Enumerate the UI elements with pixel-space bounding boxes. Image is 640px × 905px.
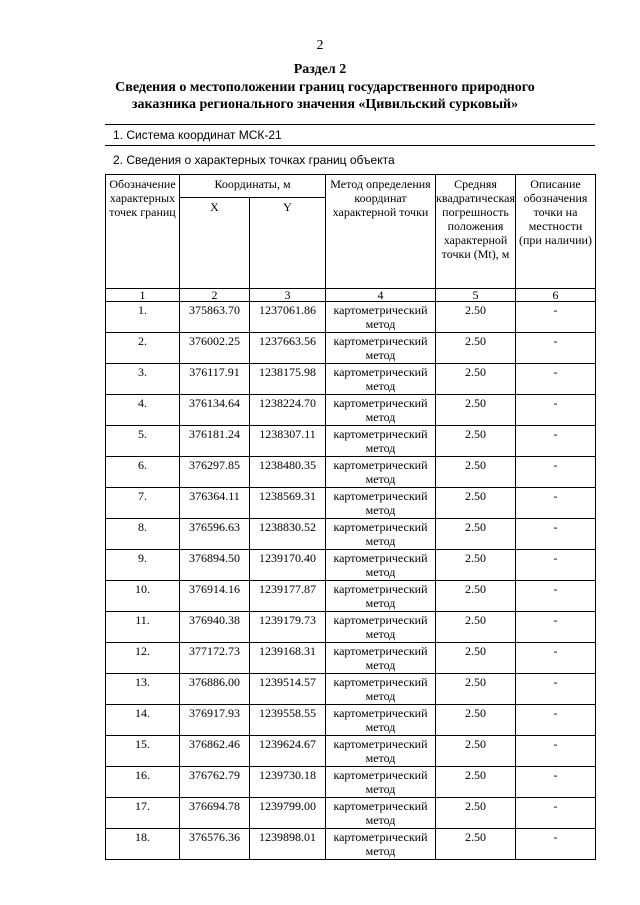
cell-point-number: 17. bbox=[106, 798, 180, 829]
cell-error: 2.50 bbox=[436, 364, 516, 395]
cell-method: картометрический метод bbox=[326, 457, 436, 488]
cell-x: 376862.46 bbox=[180, 736, 250, 767]
cell-description: - bbox=[516, 364, 596, 395]
table-row bbox=[106, 395, 596, 426]
cell-error: 2.50 bbox=[436, 798, 516, 829]
cell-description: - bbox=[516, 767, 596, 798]
cell-point-number: 4. bbox=[106, 395, 180, 426]
table-row bbox=[106, 550, 596, 581]
column-number: 6 bbox=[516, 289, 596, 302]
column-number: 1 bbox=[106, 289, 180, 302]
cell-x: 376914.16 bbox=[180, 581, 250, 612]
column-number: 4 bbox=[326, 289, 436, 302]
cell-y: 1237663.56 bbox=[250, 333, 326, 364]
cell-error: 2.50 bbox=[436, 736, 516, 767]
cell-error: 2.50 bbox=[436, 395, 516, 426]
cell-description: - bbox=[516, 674, 596, 705]
cell-x: 376181.24 bbox=[180, 426, 250, 457]
cell-x: 376917.93 bbox=[180, 705, 250, 736]
cell-method: картометрический метод bbox=[326, 488, 436, 519]
cell-x: 376364.11 bbox=[180, 488, 250, 519]
cell-error: 2.50 bbox=[436, 302, 516, 333]
cell-method: картометрический метод bbox=[326, 581, 436, 612]
cell-method: картометрический метод bbox=[326, 426, 436, 457]
cell-method: картометрический метод bbox=[326, 674, 436, 705]
column-number: 5 bbox=[436, 289, 516, 302]
cell-x: 376576.36 bbox=[180, 829, 250, 860]
cell-error: 2.50 bbox=[436, 674, 516, 705]
table-row bbox=[106, 364, 596, 395]
table-row bbox=[106, 829, 596, 860]
table-row bbox=[106, 767, 596, 798]
cell-point-number: 8. bbox=[106, 519, 180, 550]
header-y: Y bbox=[250, 198, 326, 289]
cell-error: 2.50 bbox=[436, 333, 516, 364]
cell-y: 1239177.87 bbox=[250, 581, 326, 612]
cell-error: 2.50 bbox=[436, 767, 516, 798]
cell-y: 1238569.31 bbox=[250, 488, 326, 519]
cell-x: 376002.25 bbox=[180, 333, 250, 364]
cell-y: 1239170.40 bbox=[250, 550, 326, 581]
cell-point-number: 6. bbox=[106, 457, 180, 488]
cell-description: - bbox=[516, 612, 596, 643]
cell-description: - bbox=[516, 705, 596, 736]
cell-error: 2.50 bbox=[436, 581, 516, 612]
cell-description: - bbox=[516, 643, 596, 674]
table-row bbox=[106, 457, 596, 488]
section-subtitle: Сведения о местоположении границ государственного природного заказника регионального значения «Цивильский сурковый» bbox=[115, 80, 535, 112]
cell-description: - bbox=[516, 736, 596, 767]
cell-method: картометрический метод bbox=[326, 612, 436, 643]
cell-x: 376117.91 bbox=[180, 364, 250, 395]
cell-error: 2.50 bbox=[436, 488, 516, 519]
cell-error: 2.50 bbox=[436, 612, 516, 643]
cell-x: 376134.64 bbox=[180, 395, 250, 426]
cell-point-number: 1. bbox=[106, 302, 180, 333]
table-row bbox=[106, 674, 596, 705]
cell-point-number: 9. bbox=[106, 550, 180, 581]
cell-x: 376596.63 bbox=[180, 519, 250, 550]
table-row bbox=[106, 705, 596, 736]
cell-description: - bbox=[516, 488, 596, 519]
cell-y: 1237061.86 bbox=[250, 302, 326, 333]
page-number: 2 bbox=[316, 38, 324, 53]
cell-method: картометрический метод bbox=[326, 736, 436, 767]
cell-point-number: 18. bbox=[106, 829, 180, 860]
cell-y: 1239730.18 bbox=[250, 767, 326, 798]
header-coordinates: Координаты, м bbox=[180, 175, 326, 198]
cell-x: 376762.79 bbox=[180, 767, 250, 798]
column-number: 2 bbox=[180, 289, 250, 302]
cell-y: 1238480.35 bbox=[250, 457, 326, 488]
boundary-points-table bbox=[105, 174, 596, 860]
cell-description: - bbox=[516, 426, 596, 457]
cell-x: 376894.50 bbox=[180, 550, 250, 581]
cell-method: картометрический метод bbox=[326, 798, 436, 829]
cell-point-number: 14. bbox=[106, 705, 180, 736]
cell-error: 2.50 bbox=[436, 426, 516, 457]
cell-y: 1239168.31 bbox=[250, 643, 326, 674]
table-row bbox=[106, 736, 596, 767]
cell-y: 1239898.01 bbox=[250, 829, 326, 860]
cell-point-number: 2. bbox=[106, 333, 180, 364]
cell-point-number: 16. bbox=[106, 767, 180, 798]
header-designation: Обозначение характерных точек границ bbox=[106, 175, 180, 289]
cell-x: 376297.85 bbox=[180, 457, 250, 488]
cell-description: - bbox=[516, 829, 596, 860]
header-x: X bbox=[180, 198, 250, 289]
cell-y: 1239514.57 bbox=[250, 674, 326, 705]
cell-y: 1239558.55 bbox=[250, 705, 326, 736]
cell-method: картометрический метод bbox=[326, 519, 436, 550]
cell-point-number: 11. bbox=[106, 612, 180, 643]
points-title-line: 2. Сведения о характерных точках границ объекта bbox=[113, 153, 395, 167]
cell-x: 376886.00 bbox=[180, 674, 250, 705]
cell-y: 1239179.73 bbox=[250, 612, 326, 643]
cell-description: - bbox=[516, 798, 596, 829]
cell-error: 2.50 bbox=[436, 643, 516, 674]
cell-method: картометрический метод bbox=[326, 395, 436, 426]
table-row bbox=[106, 302, 596, 333]
cell-method: картометрический метод bbox=[326, 550, 436, 581]
cell-description: - bbox=[516, 550, 596, 581]
section-title: Раздел 2 bbox=[293, 62, 347, 77]
cell-x: 376694.78 bbox=[180, 798, 250, 829]
cell-description: - bbox=[516, 395, 596, 426]
column-number: 3 bbox=[250, 289, 326, 302]
cell-x: 376940.38 bbox=[180, 612, 250, 643]
cell-point-number: 12. bbox=[106, 643, 180, 674]
cell-y: 1238830.52 bbox=[250, 519, 326, 550]
table-row bbox=[106, 643, 596, 674]
cell-error: 2.50 bbox=[436, 550, 516, 581]
header-method: Метод определения координат характерной точки bbox=[326, 175, 436, 289]
cell-error: 2.50 bbox=[436, 519, 516, 550]
cell-y: 1238307.11 bbox=[250, 426, 326, 457]
cell-description: - bbox=[516, 581, 596, 612]
cell-y: 1239624.67 bbox=[250, 736, 326, 767]
table-row bbox=[106, 612, 596, 643]
cell-description: - bbox=[516, 519, 596, 550]
cell-point-number: 13. bbox=[106, 674, 180, 705]
cell-y: 1238224.70 bbox=[250, 395, 326, 426]
table-row bbox=[106, 488, 596, 519]
cell-error: 2.50 bbox=[436, 705, 516, 736]
cell-x: 377172.73 bbox=[180, 643, 250, 674]
cell-description: - bbox=[516, 302, 596, 333]
cell-description: - bbox=[516, 333, 596, 364]
cell-point-number: 3. bbox=[106, 364, 180, 395]
cell-y: 1239799.00 bbox=[250, 798, 326, 829]
cell-y: 1238175.98 bbox=[250, 364, 326, 395]
table-row bbox=[106, 333, 596, 364]
cell-x: 375863.70 bbox=[180, 302, 250, 333]
cell-point-number: 7. bbox=[106, 488, 180, 519]
cell-method: картометрический метод bbox=[326, 302, 436, 333]
cell-error: 2.50 bbox=[436, 829, 516, 860]
table-row bbox=[106, 426, 596, 457]
cell-point-number: 10. bbox=[106, 581, 180, 612]
cell-method: картометрический метод bbox=[326, 767, 436, 798]
table-row bbox=[106, 581, 596, 612]
cell-method: картометрический метод bbox=[326, 333, 436, 364]
cell-point-number: 5. bbox=[106, 426, 180, 457]
cell-method: картометрический метод bbox=[326, 364, 436, 395]
cell-method: картометрический метод bbox=[326, 705, 436, 736]
cell-method: картометрический метод bbox=[326, 829, 436, 860]
cell-description: - bbox=[516, 457, 596, 488]
coordinate-system-line: 1. Система координат МСК-21 bbox=[105, 124, 595, 146]
table-row bbox=[106, 519, 596, 550]
cell-error: 2.50 bbox=[436, 457, 516, 488]
cell-point-number: 15. bbox=[106, 736, 180, 767]
header-error: Средняя квадратическая погрешность положения характерной точки (Mt), м bbox=[436, 175, 516, 289]
column-numbers-row bbox=[106, 289, 596, 302]
table-row bbox=[106, 798, 596, 829]
cell-method: картометрический метод bbox=[326, 643, 436, 674]
header-description: Описание обозначения точки на местности (при наличии) bbox=[516, 175, 596, 289]
